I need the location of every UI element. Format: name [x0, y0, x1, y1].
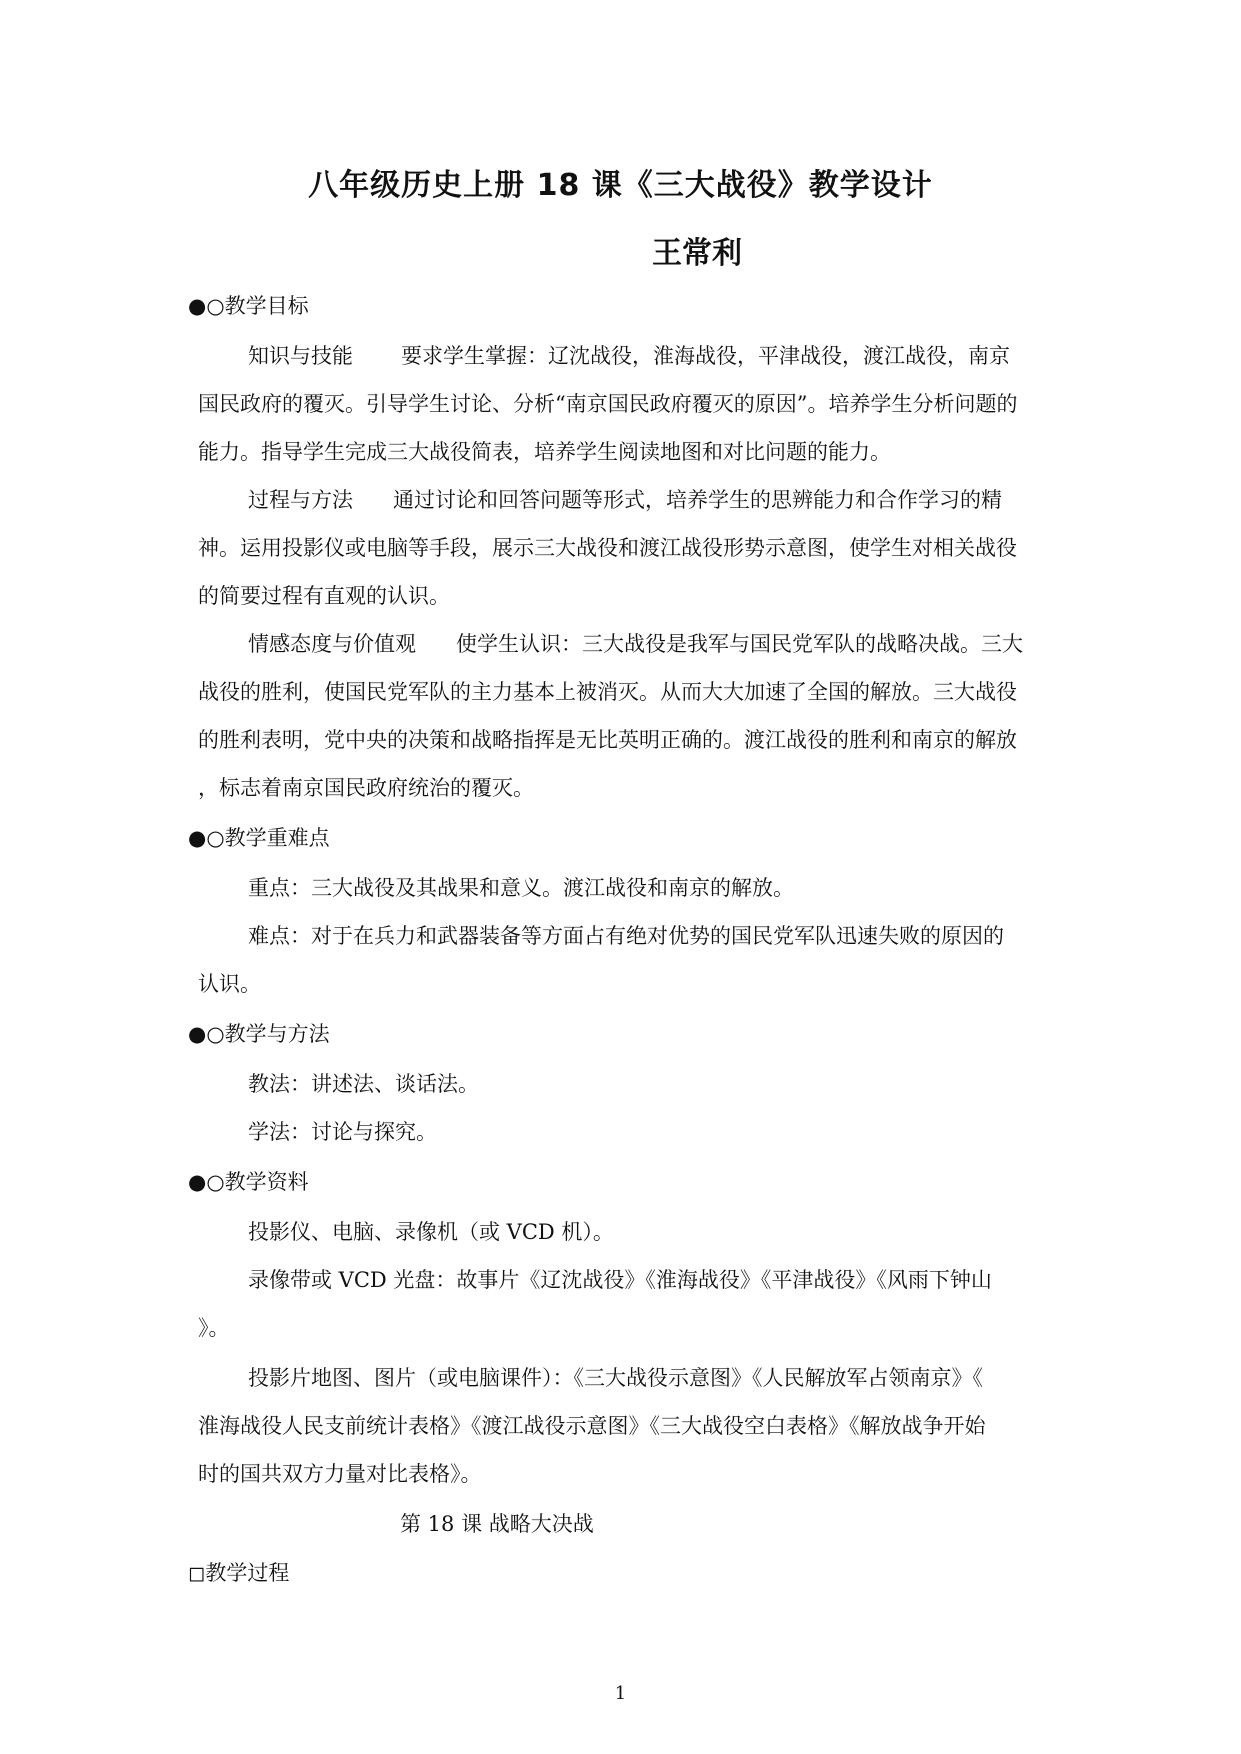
knowledge-label: 知识与技能 — [248, 344, 353, 368]
emotion-line-3: 的胜利表明，党中央的决策和战略指挥是无比英明正确的。渡江战役的胜利和南京的解放 — [198, 728, 1017, 752]
document-title: 八年级历史上册 18 课《三大战役》教学设计 — [308, 168, 933, 203]
knowledge-line-2: 国民政府的覆灭。引导学生讨论、分析“南京国民政府覆灭的原因”。培养学生分析问题的 — [198, 392, 1018, 416]
process-line-2: 神。运用投影仪或电脑等手段，展示三大战役和渡江战役形势示意图，使学生对相关战役 — [198, 536, 1017, 560]
teach-method-line: 教法：讲述法、谈话法。 — [248, 1072, 479, 1096]
process-line-1 — [248, 484, 1098, 514]
lesson-heading: 第 18 课 战略大决战 — [400, 1512, 594, 1536]
knowledge-line-3: 能力。指导学生完成三大战役简表，培养学生阅读地图和对比问题的能力。 — [198, 440, 891, 464]
section-heading-materials: ●○教学资料 — [188, 1170, 309, 1194]
emotion-line-2: 战役的胜利，使国民党军队的主力基本上被消灭。从而大大加速了全国的解放。三大战役 — [198, 680, 1017, 704]
emotion-text-1: 使学生认识：三大战役是我军与国民党军队的战略决战。三大 — [456, 632, 1023, 656]
focus-line: 重点：三大战役及其战果和意义。渡江战役和南京的解放。 — [248, 876, 794, 900]
author-name: 王常利 — [652, 236, 742, 271]
emotion-label: 情感态度与价值观 — [248, 632, 416, 656]
section-heading-method: ●○教学与方法 — [188, 1022, 330, 1046]
emotion-line-1 — [248, 628, 1098, 658]
slides-line-2: 淮海战役人民支前统计表格》《渡江战役示意图》《三大战役空白表格》《解放战争开始 — [198, 1414, 986, 1438]
section-heading-goals: ●○教学目标 — [188, 294, 309, 318]
equipment-line: 投影仪、电脑、录像机（或 VCD 机）。 — [248, 1220, 614, 1244]
learn-method-line: 学法：讨论与探究。 — [248, 1120, 437, 1144]
knowledge-text-1: 要求学生掌握：辽沈战役，淮海战役，平津战役，渡江战役，南京 — [401, 344, 1010, 368]
process-heading: ◻教学过程 — [188, 1561, 290, 1585]
video-line-1: 录像带或 VCD 光盘：故事片《辽沈战役》《淮海战役》《平津战役》《风雨下钟山 — [248, 1268, 992, 1292]
process-text-1: 通过讨论和回答问题等形式，培养学生的思辨能力和合作学习的精 — [393, 488, 1002, 512]
knowledge-line-1 — [248, 340, 1098, 370]
page-number: 1 — [614, 1683, 627, 1704]
difficulty-line-2: 认识。 — [198, 972, 261, 996]
slides-line-1: 投影片地图、图片（或电脑课件）：《三大战役示意图》《人民解放军占领南京》《 — [248, 1366, 983, 1390]
slides-line-3: 时的国共双方力量对比表格》。 — [198, 1462, 482, 1486]
process-line-3: 的简要过程有直观的认识。 — [198, 584, 450, 608]
video-line-2: 》。 — [198, 1316, 230, 1340]
difficulty-line-1: 难点：对于在兵力和武器装备等方面占有绝对优势的国民党军队迅速失败的原因的 — [248, 924, 1004, 948]
emotion-line-4: ，标志着南京国民政府统治的覆灭。 — [198, 776, 534, 800]
process-label: 过程与方法 — [248, 488, 353, 512]
section-heading-key: ●○教学重难点 — [188, 826, 330, 850]
